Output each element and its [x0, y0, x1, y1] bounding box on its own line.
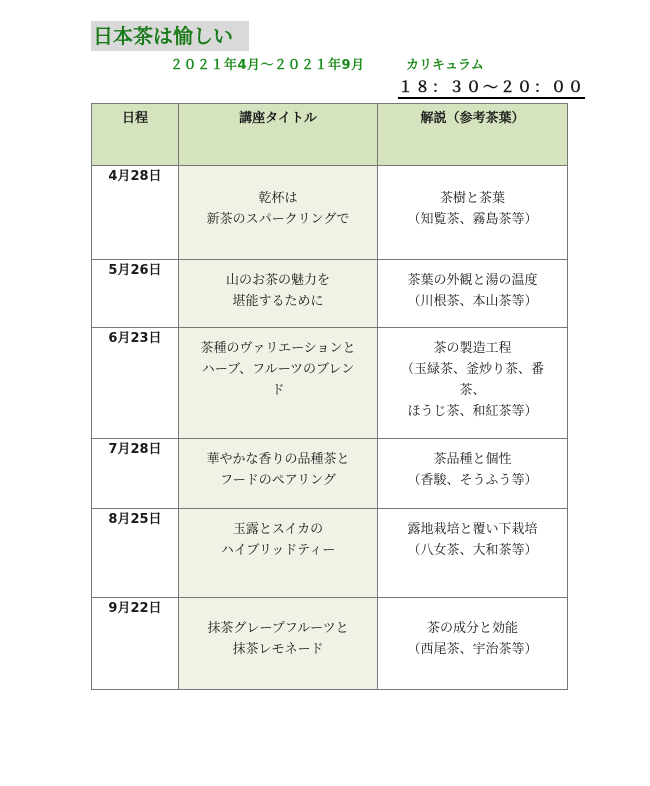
description-line: 茶、 — [459, 383, 486, 398]
header-title: 講座タイトル — [179, 104, 378, 166]
description-line: 茶葉の外観と湯の温度 — [407, 273, 538, 288]
description-line: （知覧茶、霧島茶等） — [407, 212, 538, 227]
description-line: 茶樹と茶葉 — [439, 191, 505, 206]
description-line: 茶品種と個性 — [433, 452, 512, 467]
row-title — [179, 166, 378, 260]
description-line: 茶の製造工程 — [433, 341, 512, 356]
title-line: 華やかな香りの品種茶と — [206, 452, 350, 467]
title-line: 堪能するために — [232, 294, 324, 309]
row-date: 5月26日 — [92, 260, 179, 328]
title-line: 抹茶レモネード — [232, 642, 324, 657]
description-line: （玉緑茶、釜炒り茶、番 — [400, 362, 544, 377]
schedule-table — [91, 103, 568, 690]
table-row — [92, 260, 568, 328]
title-line: ハイブリッドティー — [220, 543, 336, 558]
title-line: 新茶のスパークリングで — [206, 212, 350, 227]
description-line: （八女茶、大和茶等） — [407, 543, 538, 558]
time-range: １８：３０〜２０：００ — [398, 77, 585, 99]
table-row — [92, 439, 568, 509]
row-description — [378, 328, 568, 439]
row-description — [378, 598, 568, 690]
description-line: （川根茶、本山茶等） — [407, 294, 538, 309]
row-date: 6月23日 — [92, 328, 179, 439]
header-description: 解説（参考茶葉） — [378, 104, 568, 166]
row-date: 8月25日 — [92, 509, 179, 598]
description-line: （西尾茶、宇治茶等） — [407, 642, 538, 657]
title-line: 抹茶グレープフルーツと — [207, 621, 349, 636]
row-description — [378, 439, 568, 509]
row-title — [179, 439, 378, 509]
row-date: 4月28日 — [92, 166, 179, 260]
period-range: ２０２１年4月〜２０２１年9月 — [170, 58, 365, 73]
title-line: ド — [271, 383, 285, 398]
description-line: ほうじ茶、和紅茶等） — [407, 404, 538, 419]
document-title: 日本茶は愉しい — [91, 21, 249, 51]
header-date: 日程 — [92, 104, 179, 166]
title-line: フードのペアリング — [220, 473, 336, 488]
row-description — [378, 166, 568, 260]
curriculum-label: カリキュラム — [406, 58, 484, 73]
description-line: （香駿、そうふう等） — [407, 473, 538, 488]
table-header-row — [92, 104, 568, 166]
title-line: ハーブ、フルーツのブレン — [201, 362, 355, 377]
row-title — [179, 260, 378, 328]
title-line: 茶種のヴァリエーションと — [200, 341, 356, 356]
table-row — [92, 509, 568, 598]
title-line: 山のお茶の魅力を — [225, 273, 330, 288]
title-line: 玉露とスイカの — [232, 522, 324, 537]
table-row — [92, 328, 568, 439]
row-date: 9月22日 — [92, 598, 179, 690]
table-row — [92, 598, 568, 690]
description-line: 茶の成分と効能 — [426, 621, 518, 636]
row-title — [179, 509, 378, 598]
row-title — [179, 328, 378, 439]
row-title — [179, 598, 378, 690]
table-row — [92, 166, 568, 260]
description-line: 露地栽培と覆い下栽培 — [407, 522, 538, 537]
row-description — [378, 509, 568, 598]
row-date: 7月28日 — [92, 439, 179, 509]
row-description — [378, 260, 568, 328]
title-line: 乾杯は — [258, 191, 298, 206]
